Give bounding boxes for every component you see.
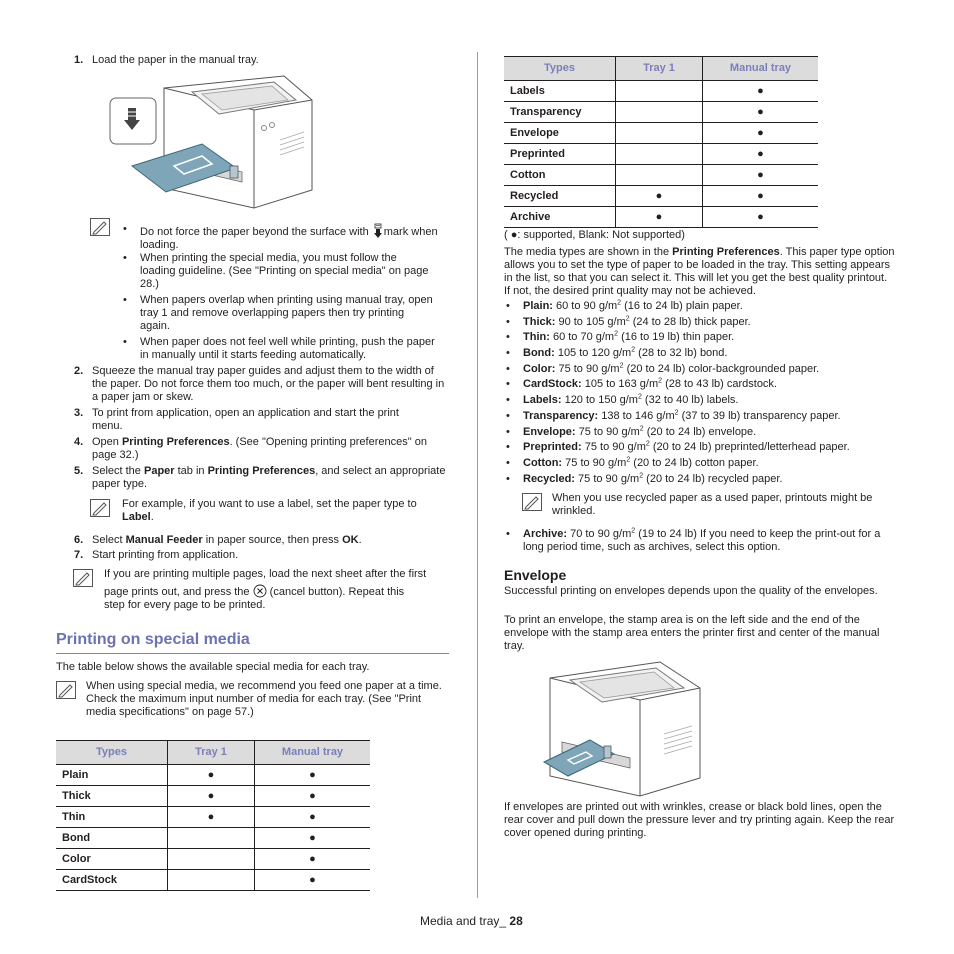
bullet-dot: • (123, 223, 127, 235)
list-item (504, 378, 896, 394)
bullet-dot: • (506, 441, 510, 454)
table-cell: ● (703, 165, 819, 186)
table-row (504, 81, 818, 102)
bullet-dot: • (506, 425, 510, 438)
media-weight: 90 to 105 g/m (555, 315, 626, 328)
note-line: If you are printing multiple pages, load the next sheet after the first (104, 568, 427, 580)
table-cell (616, 123, 703, 144)
cancel-button-icon (253, 584, 267, 598)
envelope-paragraph: To print an envelope, the stamp area is on the left side and the end of the envelope with the stamp area enters the printer first and center of the manual tray. (504, 614, 880, 652)
table-row (56, 786, 370, 807)
printer-envelope-illustration (540, 658, 710, 798)
note-icon (90, 499, 110, 517)
media-name: Cotton: (523, 456, 563, 469)
media-name: Transparency: (523, 409, 599, 422)
table-row (56, 828, 370, 849)
paragraph-part: . This paper type option allows you to set the type of paper to be loaded in the tray. This setting appears in the list, so that you can select it. This will let you get the best quality printout. If not, the desired print quality may not be achieved. (504, 246, 895, 297)
note-text-part: page prints out, and press the (104, 586, 253, 598)
table-row (56, 870, 370, 891)
list-item (504, 473, 896, 489)
table-header: Manual tray (703, 57, 819, 81)
bullet-dot: • (123, 252, 127, 264)
note-line (104, 584, 454, 599)
table-cell: Thick (56, 786, 168, 807)
media-weight: 75 to 90 g/m (581, 441, 646, 454)
note-text (122, 498, 446, 524)
step-text: Start printing from application. (92, 549, 239, 561)
media-desc: (20 to 24 lb) preprinted/letterhead paper. (649, 441, 850, 454)
list-item-text (523, 426, 756, 439)
list-item (504, 316, 896, 332)
bullet-text (140, 223, 446, 252)
note-icon (90, 218, 110, 236)
media-desc: (16 to 19 lb) thin paper. (618, 331, 735, 344)
bullet-dot: • (506, 528, 510, 540)
bullet-dot: • (506, 331, 510, 344)
list-item-text (523, 347, 727, 360)
media-desc: (20 to 24 lb) recycled paper. (643, 472, 783, 485)
bullet-dot: • (506, 394, 510, 407)
media-weight: 70 to 90 g/m (567, 528, 632, 540)
step-text: To print from application, open an application and start the print menu. (92, 407, 399, 432)
step-text-bold: OK (342, 534, 359, 546)
superscript: 2 (639, 471, 644, 479)
table-cell (616, 81, 703, 102)
intro-text: The table below shows the available special media for each tray. (56, 661, 370, 673)
note-line: step for every page to be printed. (104, 599, 266, 611)
table-cell: ● (703, 207, 819, 228)
table-cell: Color (56, 849, 168, 870)
step-number: 1. (74, 54, 84, 66)
list-item-text (523, 410, 841, 423)
table-cell (616, 165, 703, 186)
column-divider (477, 52, 478, 898)
bullet-text: When paper does not feel well while printing, push the paper in manually until it starts feeding automatically. (140, 336, 435, 361)
media-weight: 75 to 90 g/m (575, 425, 640, 438)
table-cell: Envelope (504, 123, 616, 144)
table-cell: Bond (56, 828, 168, 849)
media-weight: 75 to 90 g/m (555, 362, 620, 375)
media-weight: 60 to 70 g/m (549, 331, 615, 344)
table-cell: ● (168, 786, 255, 807)
envelope-paragraph: If envelopes are printed out with wrinkles, crease or black bold lines, open the rear cover and pull down the pressure lever and try printing again. Keep the rear cover opened during printing. (504, 801, 895, 839)
table-cell (616, 102, 703, 123)
table-row (504, 207, 818, 228)
media-desc: (20 to 24 lb) envelope. (643, 425, 757, 438)
list-item-text (523, 473, 783, 486)
step-text: Squeeze the manual tray paper guides and adjust them to the width of the paper. Do not force them too much, or the paper will bent resulting in a paper jam or skew. (92, 365, 445, 403)
media-weight: 75 to 90 g/m (574, 472, 640, 485)
list-item-text (523, 528, 896, 554)
list-item (504, 426, 896, 442)
table-cell: ● (255, 870, 371, 891)
table-row (504, 186, 818, 207)
list-item (504, 410, 896, 426)
superscript: 2 (658, 377, 663, 385)
table-cell: ● (703, 186, 819, 207)
special-media-table-right (504, 56, 818, 228)
table-header-row (504, 57, 818, 81)
bullet-dot: • (506, 347, 510, 360)
table-cell: Transparency (504, 102, 616, 123)
bullet-text: When printing the special media, you must follow the loading guideline. (See "Printing on special media" on page 28.) (140, 252, 429, 290)
list-item (504, 347, 896, 363)
step-text-part: Select (92, 534, 126, 546)
bullet-dot: • (123, 294, 127, 306)
media-name: Color: (523, 362, 556, 375)
table-cell: Thin (56, 807, 168, 828)
table-header-row (56, 741, 370, 765)
bullet-dot: • (506, 378, 510, 391)
media-types-paragraph (504, 246, 896, 298)
note-text-part: For example, if you want to use a label, set the paper type to (122, 498, 417, 510)
list-item-text (523, 331, 734, 344)
table-row (56, 849, 370, 870)
bullet-dot: • (506, 300, 510, 312)
table-row (504, 165, 818, 186)
step-text-part: , and select an appropriate paper type. (92, 465, 446, 490)
bullet-text: When papers overlap when printing using manual tray, open tray 1 and remove overlapping papers then try printing again. (140, 294, 433, 332)
media-desc: (24 to 28 lb) thick paper. (629, 315, 751, 328)
step-text-part: tab in (174, 465, 208, 477)
step-text-bold: Printing Preferences (121, 436, 230, 448)
list-item (504, 363, 896, 379)
step-text: Load the paper in the manual tray. (92, 54, 259, 66)
step-text-part: Open (92, 436, 122, 448)
media-weight: 105 to 120 g/m (554, 347, 632, 360)
table-cell: Labels (504, 81, 616, 102)
media-desc: (32 to 40 lb) labels. (641, 394, 739, 407)
step-text (92, 436, 450, 462)
table-cell: ● (255, 807, 371, 828)
step-number: 6. (74, 534, 84, 546)
media-name: CardStock: (523, 378, 582, 391)
media-name: Labels: (523, 394, 562, 407)
media-weight-list (504, 300, 896, 488)
envelope-heading: Envelope (504, 567, 567, 583)
step-number: 5. (74, 465, 84, 477)
table-cell (168, 828, 255, 849)
table-cell (616, 144, 703, 165)
printer-manual-tray-illustration (104, 70, 326, 210)
table-cell: ● (255, 849, 371, 870)
table-cell: ● (168, 765, 255, 786)
step-text-part: Select the (92, 465, 144, 477)
table-cell: ● (255, 765, 371, 786)
media-weight: 60 to 90 g/m (552, 300, 618, 312)
superscript: 2 (631, 527, 636, 535)
superscript: 2 (625, 315, 630, 323)
bullet-dot: • (123, 336, 127, 348)
section-title: Printing on special media (56, 631, 250, 648)
bullet-dot: • (506, 362, 510, 375)
table-cell: Plain (56, 765, 168, 786)
media-name: Plain: (523, 300, 553, 312)
note-text (104, 568, 454, 612)
media-desc: (28 to 43 lb) cardstock. (662, 378, 777, 391)
table-cell: ● (255, 828, 371, 849)
paragraph-part: The media types are shown in the (504, 246, 673, 258)
list-item-text (523, 457, 759, 470)
superscript: 2 (645, 440, 650, 448)
step-text (92, 534, 450, 547)
table-cell: ● (703, 81, 819, 102)
media-name: Thin: (523, 331, 550, 344)
list-item (504, 331, 896, 347)
table-cell: Cotton (504, 165, 616, 186)
page-number: 28 (509, 914, 523, 928)
media-weight: 120 to 150 g/m (561, 394, 638, 407)
page-footer (420, 915, 523, 928)
table-cell: ● (168, 807, 255, 828)
bullet-dot: • (506, 472, 510, 485)
table-header: Tray 1 (616, 57, 703, 81)
list-item-text (523, 316, 751, 329)
table-cell: ● (616, 207, 703, 228)
step-number: 4. (74, 436, 84, 448)
table-legend: ( ●: supported, Blank: Not supported) (504, 229, 685, 241)
superscript: 2 (626, 456, 631, 464)
superscript: 2 (674, 409, 679, 417)
superscript: 2 (631, 346, 636, 354)
media-desc: (16 to 24 lb) plain paper. (621, 300, 743, 312)
step-text-part: . (See "Opening printing preferences" on page 32.) (92, 436, 427, 461)
superscript: 2 (639, 424, 644, 432)
table-cell: Archive (504, 207, 616, 228)
note-text-part: (cancel button). Repeat this (266, 586, 405, 598)
step-number: 2. (74, 365, 84, 377)
section-title-rule (56, 653, 449, 654)
table-row (56, 807, 370, 828)
list-item-text (523, 394, 739, 407)
note-icon (56, 681, 76, 699)
table-cell: CardStock (56, 870, 168, 891)
media-name: Thick: (523, 315, 556, 328)
media-desc: (19 to 24 lb) If you need to keep the print-out for a long period time, such as archives, select this option. (523, 528, 881, 553)
bullet-text-part: mark when loading. (140, 226, 438, 251)
list-item (504, 457, 896, 473)
media-weight: 138 to 146 g/m (598, 409, 675, 422)
table-cell: ● (255, 786, 371, 807)
table-row (504, 123, 818, 144)
table-cell: ● (703, 144, 819, 165)
table-header: Manual tray (255, 741, 371, 765)
paper-feed-mark-icon (372, 223, 384, 239)
superscript: 2 (617, 299, 622, 307)
table-cell (168, 870, 255, 891)
bullet-dot: • (506, 456, 510, 469)
note-text: When using special media, we recommend you feed one paper at a time. Check the maximum input number of media for each tray. (See "Print media specifications" on page 57.) (86, 680, 442, 718)
table-row (504, 144, 818, 165)
step-number: 3. (74, 407, 84, 419)
media-name: Bond: (523, 347, 555, 360)
bullet-text-part: Do not force the paper beyond the surface with (140, 226, 372, 238)
superscript: 2 (619, 362, 624, 370)
note-text: When you use recycled paper as a used paper, printouts might be wrinkled. (552, 492, 873, 517)
media-desc: (28 to 32 lb) bond. (635, 347, 728, 360)
note-text-bold: Label (122, 511, 151, 523)
step-text (92, 465, 450, 491)
bullet-dot: • (506, 409, 510, 422)
media-name: Preprinted: (523, 441, 582, 454)
superscript: 2 (614, 330, 619, 338)
footer-label: Media and tray_ (420, 914, 510, 928)
media-desc: (20 to 24 lb) color-backgrounded paper. (623, 362, 820, 375)
list-item-text (523, 378, 777, 391)
note-icon (522, 493, 542, 511)
table-row (56, 765, 370, 786)
media-weight: 75 to 90 g/m (562, 456, 627, 469)
step-text-part: . (358, 534, 362, 546)
step-text-bold: Paper (143, 465, 175, 477)
note-icon (73, 569, 93, 587)
media-name: Envelope: (523, 425, 576, 438)
step-number: 7. (74, 549, 84, 561)
table-cell: Preprinted (504, 144, 616, 165)
superscript: 2 (637, 393, 642, 401)
table-header: Types (56, 741, 168, 765)
list-item (504, 528, 896, 554)
media-name: Archive: (523, 528, 568, 540)
list-item (504, 441, 896, 457)
media-weight: 105 to 163 g/m (581, 378, 659, 391)
list-item-text (523, 363, 819, 376)
step-text-bold: Manual Feeder (125, 534, 203, 546)
table-cell: ● (616, 186, 703, 207)
table-header: Types (504, 57, 616, 81)
table-cell: ● (703, 123, 819, 144)
special-media-table-left (56, 740, 370, 891)
list-item (504, 394, 896, 410)
step-text-part: in paper source, then press (202, 534, 343, 546)
note-text-part: . (150, 511, 154, 523)
table-row (504, 102, 818, 123)
list-item-text (523, 300, 743, 313)
media-desc: (20 to 24 lb) cotton paper. (630, 456, 759, 469)
list-item-text (523, 441, 850, 454)
table-header: Tray 1 (168, 741, 255, 765)
paragraph-bold: Printing Preferences (672, 246, 780, 258)
table-cell: ● (703, 102, 819, 123)
envelope-paragraph: Successful printing on envelopes depends upon the quality of the envelopes. (504, 585, 878, 597)
step-text-bold: Printing Preferences (207, 465, 316, 477)
bullet-dot: • (506, 315, 510, 328)
list-item (504, 300, 896, 316)
media-desc: (37 to 39 lb) transparency paper. (678, 409, 841, 422)
table-cell (168, 849, 255, 870)
table-cell: Recycled (504, 186, 616, 207)
media-name: Recycled: (523, 472, 575, 485)
